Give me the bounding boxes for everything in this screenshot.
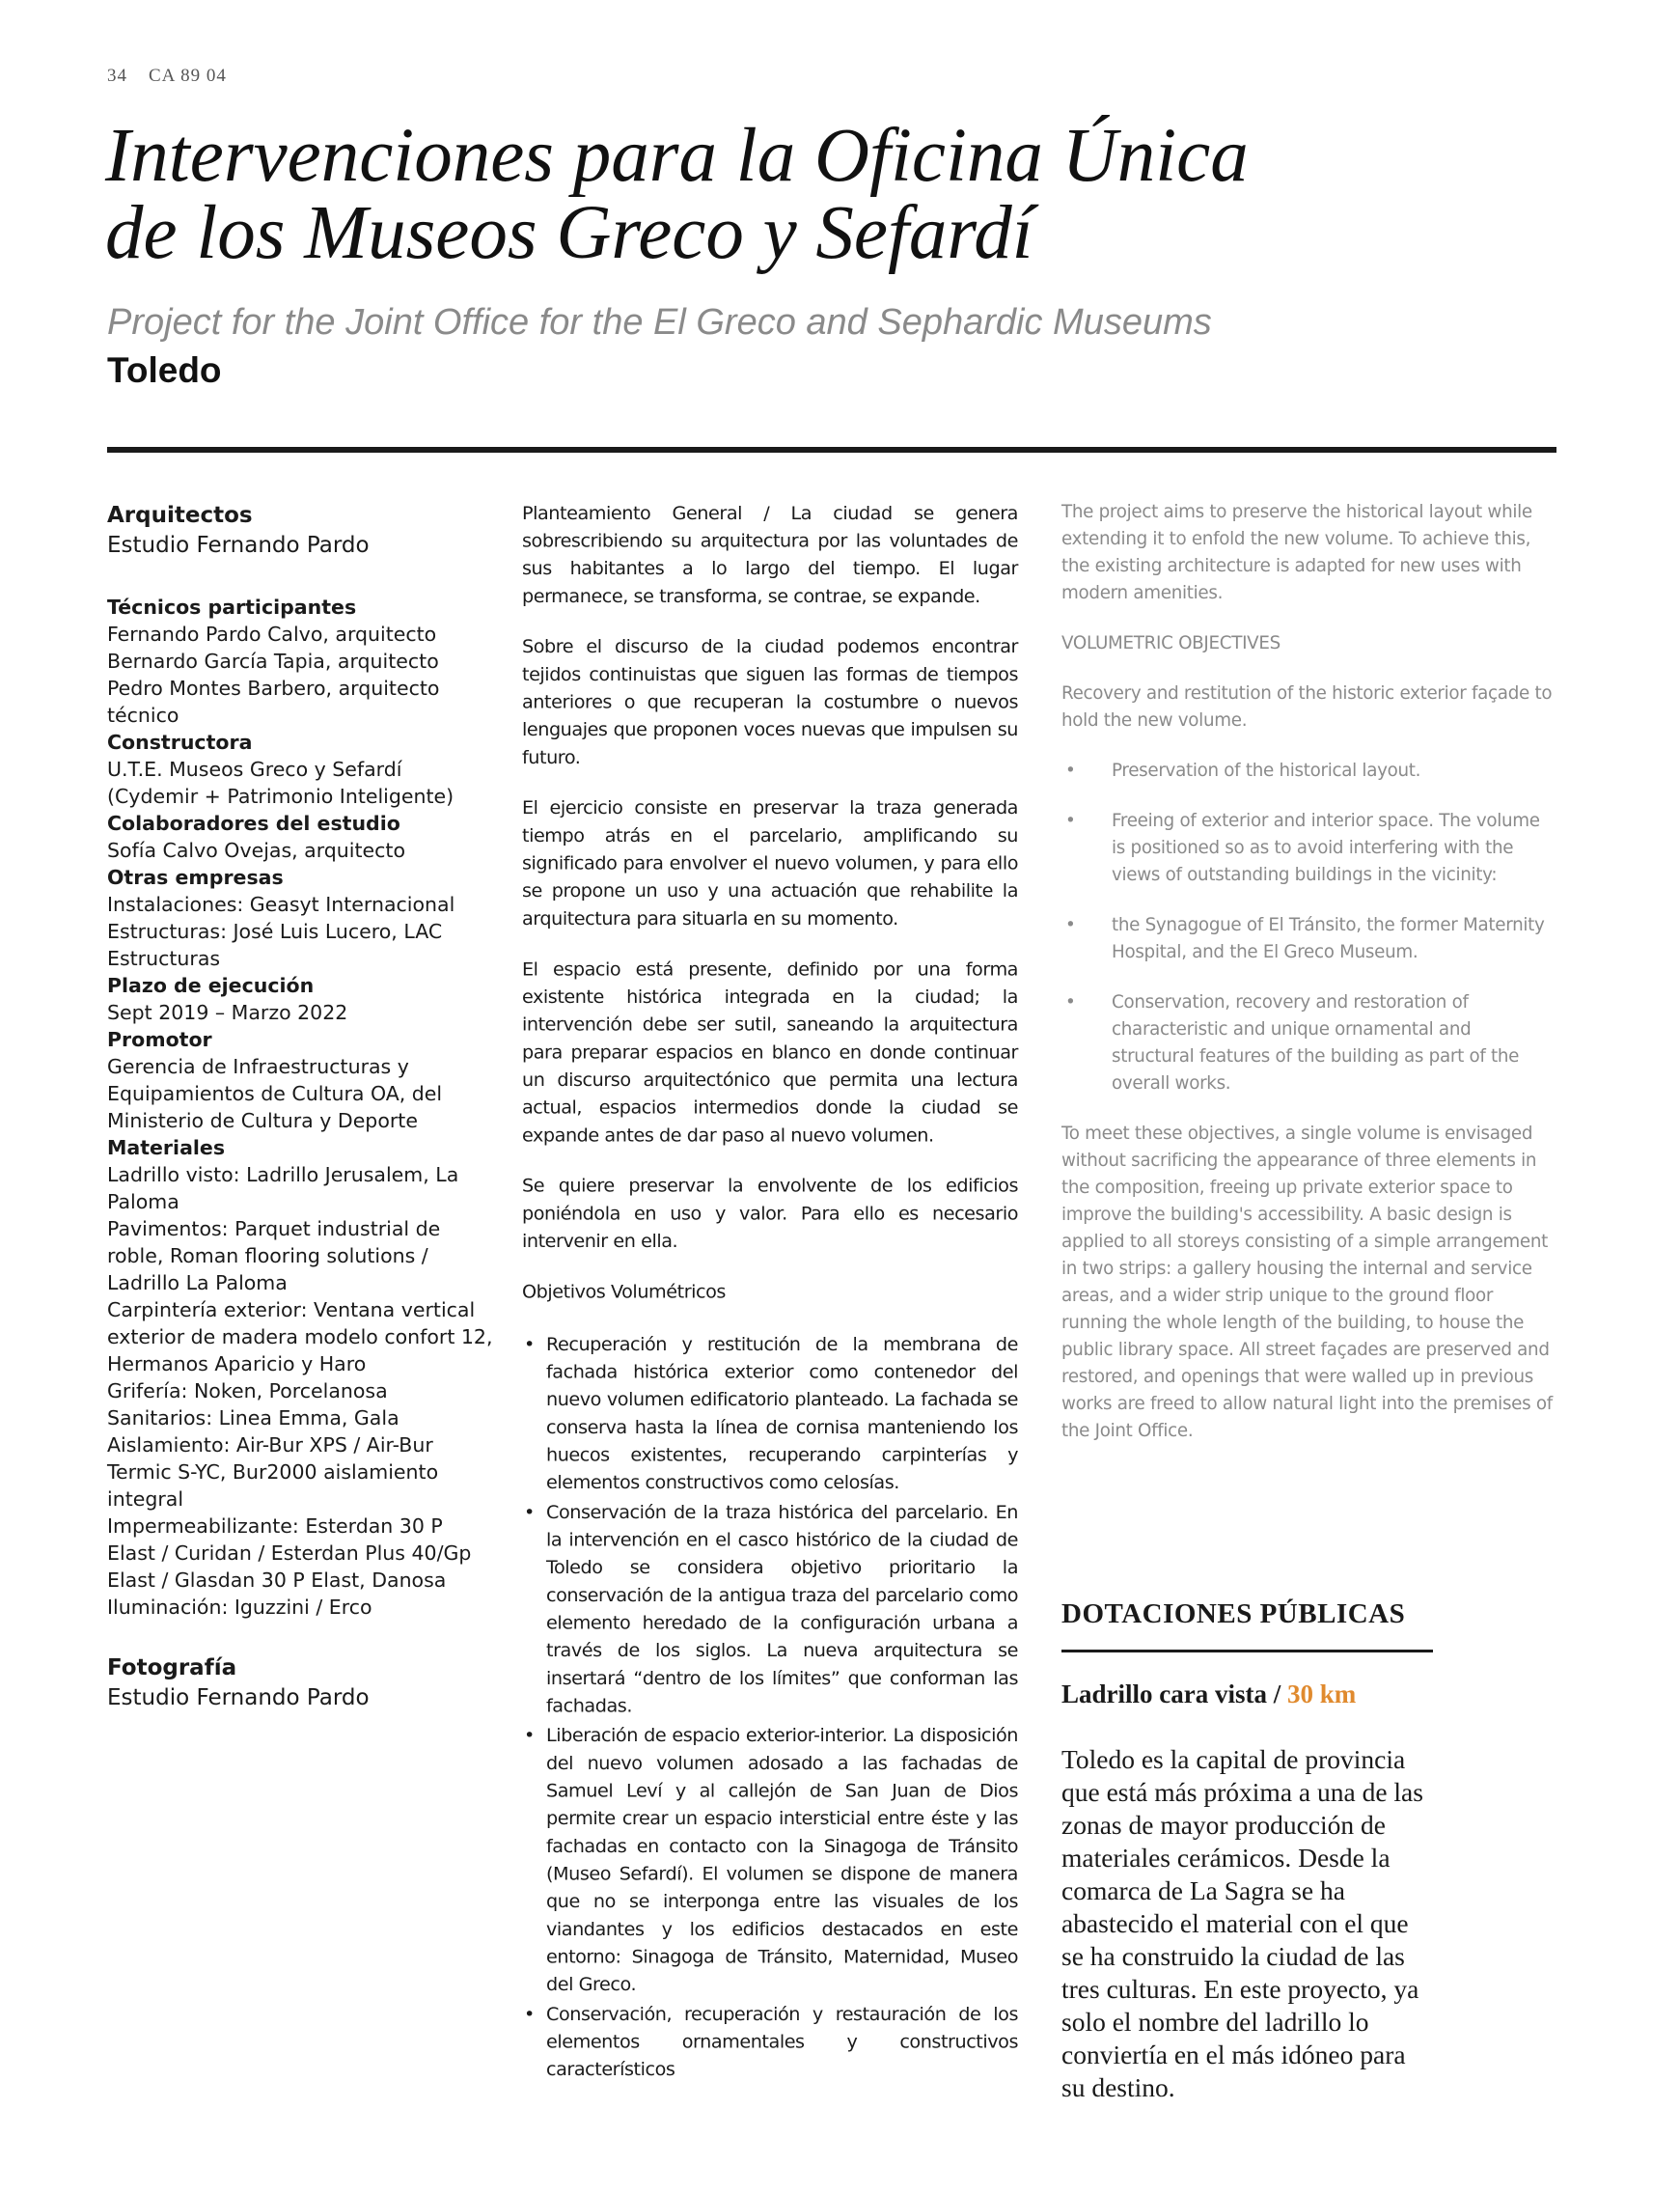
page-header	[107, 66, 227, 87]
article-title	[105, 114, 1553, 275]
credit-value: Estudio Fernando Pardo	[107, 533, 370, 558]
bullet-list	[522, 1330, 1018, 2083]
list-item: • the Synagogue of El Tránsito, the former Maternity Hospital, and the El Greco Museum.	[1061, 912, 1556, 966]
list-item: • Conservación, recuperación y restauración de los elementos ornamentales y constructivos característicos	[522, 2000, 1018, 2083]
credit-heading: Técnicos participantes	[107, 596, 357, 619]
credit-heading: Constructora	[107, 731, 253, 754]
credit-heading: Arquitectos	[107, 503, 253, 528]
article-location: Toledo	[107, 350, 222, 390]
credit-value: Gerencia de Infraestructuras y Equipamientos de Cultura OA, del Ministerio de Cultura y Deporte	[107, 1055, 443, 1132]
list-item: • Recuperación y restitución de la membrana de fachada histórica exterior como contenedor del nuevo volumen edificatorio planteado. La fachada se conserva hasta la línea de cornisa manteniendo los huecos existentes, recuperando carpinterías y elementos constructivos como celosías.	[522, 1330, 1018, 1496]
section-subheading: Objetivos Volumétricos	[522, 1280, 726, 1303]
paragraph: The project aims to preserve the historical layout while extending it to enfold the new volume. To achieve this, the existing architecture is adapted for new uses with modern amenities.	[1061, 502, 1532, 603]
body-text-spanish	[522, 499, 1018, 2085]
paragraph: Recovery and restitution of the historic exterior façade to hold the new volume.	[1061, 683, 1553, 731]
list-item: • Preservation of the historical layout.	[1061, 758, 1556, 785]
credit-value: Ladrillo visto: Ladrillo Jerusalem, La Paloma Pavimentos: Parquet industrial de roble, Roman flooring solutions / Ladrillo La Paloma Carpintería exterior: Ventana vertical exterior de madera modelo confort 12, Hermanos Aparicio y Haro Grifería: Noken, Porcelanosa Sanitarios: Linea Emma, Gala Aislamiento: Air-Bur XPS / Air-Bur Termic S-YC, Bur2000 aislamiento integral Impermeabilizante: Esterdan 30 P Elast / Curidan / Esterdan Plus 40/Gp Elast / Glasdan 30 P Elast, Danosa Iluminación: Iguzzini / Erco	[107, 1163, 493, 1619]
credit-value: Fernando Pardo Calvo, arquitecto Bernardo García Tapia, arquitecto Pedro Montes Barbero, arquitecto técnico	[107, 623, 440, 727]
credit-heading: Fotografía	[107, 1655, 237, 1680]
credit-heading: Plazo de ejecución	[107, 974, 315, 997]
paragraph: Se quiere preservar la envolvente de los edificios poniéndola en uso y valor. Para ello es necesario intervenir en ella.	[522, 1174, 1018, 1253]
issue-label: CA 89 04	[149, 66, 227, 86]
paragraph: El ejercicio consiste en preservar la traza generada tiempo atrás en el parcelario, amplificando su significado para envolver el nuevo volumen, y para ello se propone un uso y una actuación que rehabilite la arquitectura para situarla en su momento.	[522, 796, 1018, 930]
credit-value: Instalaciones: Geasyt Internacional Estructuras: José Luis Lucero, LAC Estructuras	[107, 893, 455, 970]
bullet-list	[1061, 758, 1556, 1097]
list-item: • Conservación de la traza histórica del parcelario. En la intervención en el casco histórico de la ciudad de Toledo se considera objetivo prioritario la conservación de la antigua traza del parcelario como elemento heredado de la configuración urbana a través de los siglos. La nueva arquitectura se insertará “dentro de los límites” que conforman las fachadas.	[522, 1498, 1018, 1719]
sidebar-divider	[1061, 1650, 1433, 1652]
credit-heading: Otras empresas	[107, 866, 284, 889]
sidebar-subtitle-label: Ladrillo cara vista /	[1061, 1679, 1281, 1708]
credit-value: Sept 2019 – Marzo 2022	[107, 1001, 348, 1024]
paragraph: Sobre el discurso de la ciudad podemos encontrar tejidos continuistas que siguen las formas de tiempos anteriores o que recuperan la costumbre o nuevos lenguajes que proponen voces nuevas que impulsen su futuro.	[522, 635, 1018, 768]
paragraph: El espacio está presente, definido por una forma existente histórica integrada en la ciudad; la intervención debe ser sutil, saneando la arquitectura para preparar espacios en blanco en donde continuar un discurso arquitectónico que permita una lectura actual, espacios intermedios donde la ciudad se expande antes de dar paso al nuevo volumen.	[522, 958, 1018, 1147]
page-number: 34	[107, 66, 127, 86]
credits-column	[107, 501, 493, 1746]
credit-heading: Colaboradores del estudio	[107, 812, 400, 835]
sidebar-subtitle	[1061, 1679, 1356, 1709]
sidebar-title: DOTACIONES PÚBLICAS	[1061, 1598, 1406, 1629]
credit-heading: Promotor	[107, 1028, 212, 1051]
credit-value: Estudio Fernando Pardo	[107, 1685, 370, 1710]
credit-value: U.T.E. Museos Greco y Sefardí (Cydemir + Patrimonio Inteligente)	[107, 758, 454, 808]
list-item: • Conservation, recovery and restoration of characteristic and unique ornamental and structural features of the building as part of the overall works.	[1061, 989, 1556, 1097]
article-title-line-2: de los Museos Greco y Sefardí	[105, 191, 1033, 275]
article-title-line-1: Intervenciones para la Oficina Única	[105, 114, 1249, 198]
credit-value: Sofía Calvo Ovejas, arquitecto	[107, 839, 405, 862]
paragraph: To meet these objectives, a single volume is envisaged without sacrificing the appearance of three elements in the composition, freeing up private exterior space to improve the building's accessibility. A basic design is applied to all storeys consisting of a simple arrangement in two strips: a gallery housing the internal and service areas, and a wider strip unique to the ground floor running the whole length of the building, to house the public library space. All street façades are preserved and restored, and openings that were walled up in previous works are freed to allow natural light into the premises of the Joint Office.	[1061, 1124, 1553, 1441]
body-text-english	[1061, 499, 1556, 1468]
sidebar-body: Toledo es la capital de provincia que está más próxima a una de las zonas de mayor producción de materiales cerámicos. Desde la comarca de La Sagra se ha abastecido el material con el que se ha construido la ciudad de las tres culturas. En este proyecto, ya solo el nombre del ladrillo lo conviertía en el más idóneo para su destino.	[1061, 1744, 1423, 2102]
article-subtitle: Project for the Joint Office for the El Greco and Sephardic Museums	[107, 302, 1212, 343]
header-divider	[107, 447, 1556, 453]
paragraph: Planteamiento General / La ciudad se genera sobrescribiendo su arquitectura por las voluntades de sus habitantes a lo largo del tiempo. El lugar permanece, se transforma, se contrae, se expande.	[522, 501, 1018, 607]
sidebar-distance: 30 km	[1286, 1679, 1357, 1708]
list-item: • Liberación de espacio exterior-interior. La disposición del nuevo volumen adosado a las fachadas de Samuel Leví y al callejón de San Juan de Dios permite crear un espacio intersticial entre éste y las fachadas en contacto con la Sinagoga de Tránsito (Museo Sefardí). El volumen se dispone de manera que no se interponga entre las visuales de los viandantes y los edificios destacados en este entorno: Sinagoga de Tránsito, Maternidad, Museo del Greco.	[522, 1721, 1018, 1998]
credit-heading: Materiales	[107, 1136, 226, 1159]
section-subheading: VOLUMETRIC OBJECTIVES	[1061, 633, 1281, 653]
list-item: • Freeing of exterior and interior space. The volume is positioned so as to avoid interfering with the views of outstanding buildings in the vicinity:	[1061, 808, 1556, 889]
